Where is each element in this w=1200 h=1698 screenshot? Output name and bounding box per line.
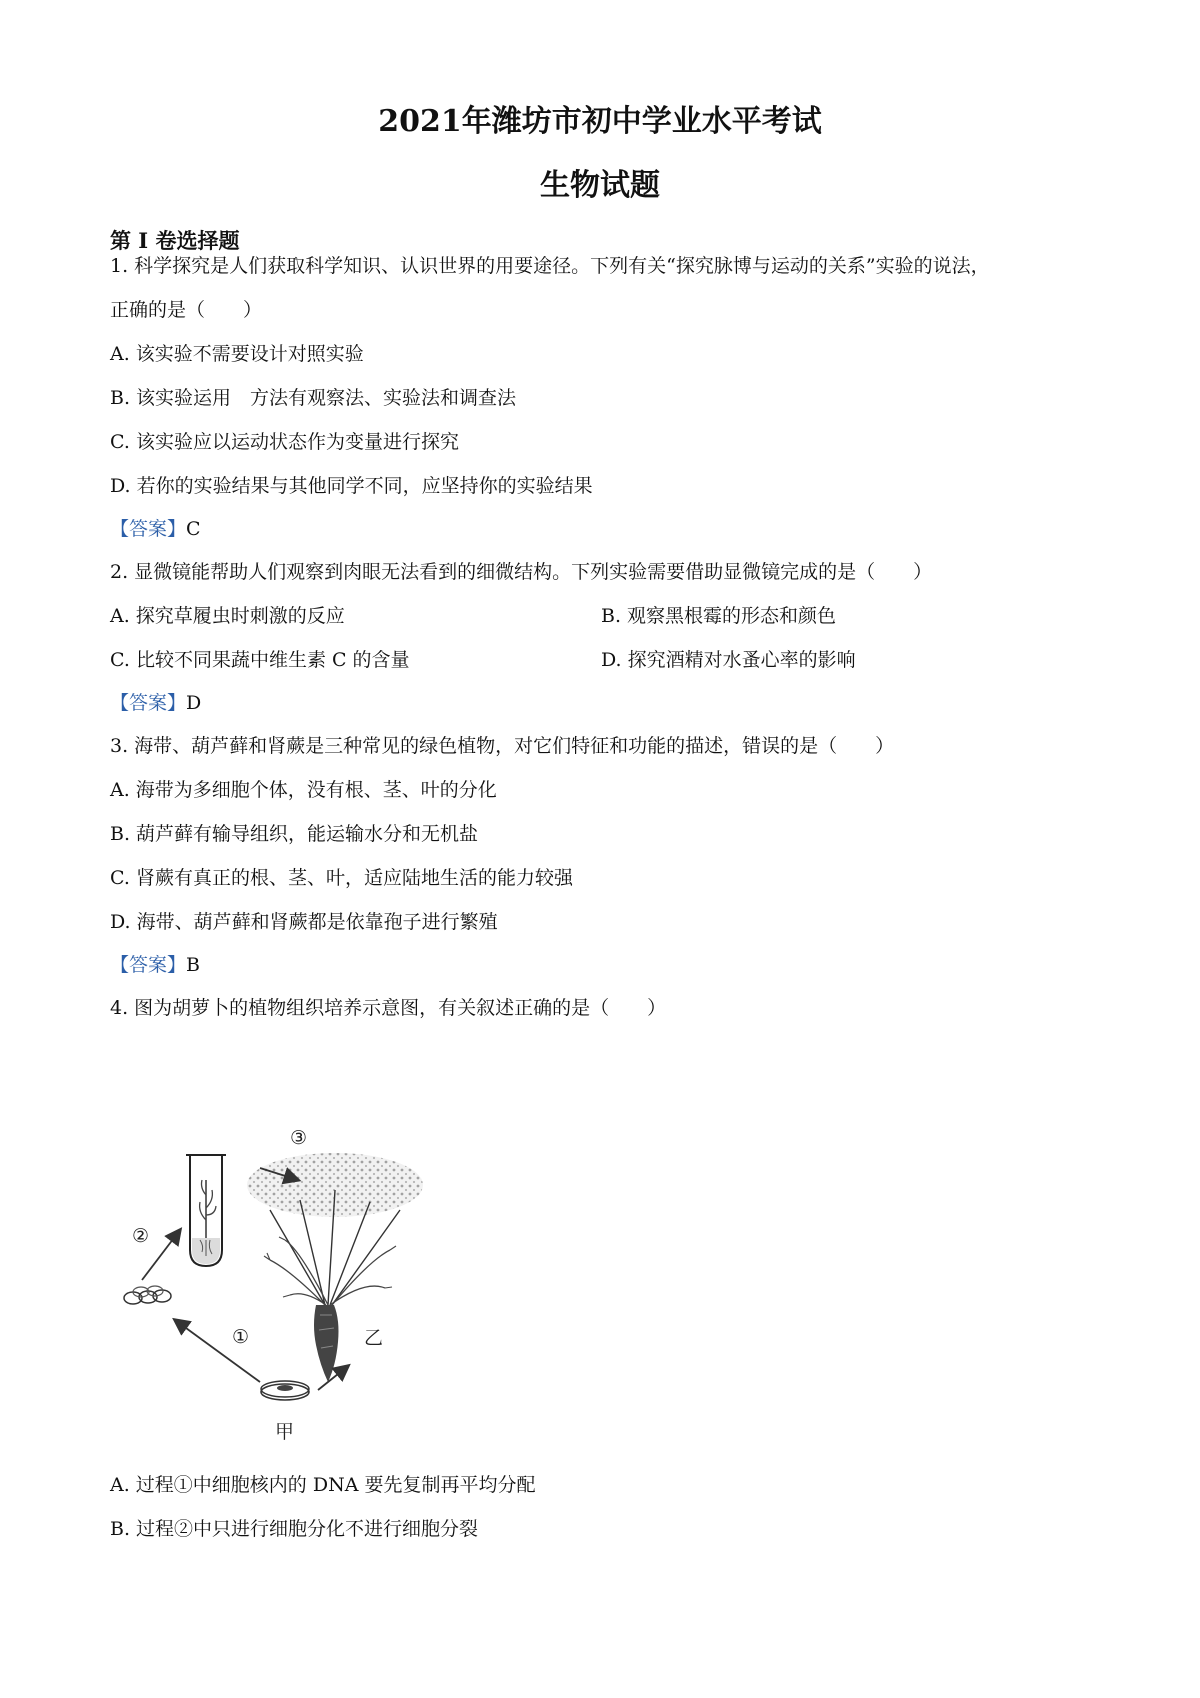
step3-label: ③ xyxy=(290,1127,308,1149)
q1-option-d: D. 若你的实验结果与其他同学不同，应坚持你的实验结果 xyxy=(110,475,593,497)
exam-subtitle: 生物试题 xyxy=(540,168,660,203)
answer-tag: 【答案】 xyxy=(110,518,187,540)
q2-option-c: C. 比较不同果蔬中维生素 C 的含量 xyxy=(110,649,410,671)
cell-cluster xyxy=(124,1286,171,1304)
q3-option-b: B. 葫芦藓有输导组织，能运输水分和无机盐 xyxy=(110,823,479,845)
answer-tag: 【答案】 xyxy=(110,954,187,976)
exam-title: 2021年潍坊市初中学业水平考试 xyxy=(378,104,822,139)
q3-option-c: C. 肾蕨有真正的根、茎、叶，适应陆地生活的能力较强 xyxy=(110,867,573,889)
jia-label: 甲 xyxy=(275,1421,295,1443)
q1-option-a: A. 该实验不需要设计对照实验 xyxy=(110,343,364,365)
answer-tag: 【答案】 xyxy=(110,692,187,714)
q3-option-d: D. 海带、葫芦藓和肾蕨都是依靠孢子进行繁殖 xyxy=(110,911,498,933)
step2-label: ② xyxy=(132,1225,150,1247)
section-heading: 第 I 卷选择题 xyxy=(110,228,240,253)
q2-answer xyxy=(110,688,201,718)
petri-dish xyxy=(261,1381,309,1400)
carrot-tissue-culture-figure xyxy=(120,1120,480,1454)
q2-stem: 2. 显微镜能帮助人们观察到肉眼无法看到的细微结构。下列实验需要借助显微镜完成的是（ ） xyxy=(110,561,933,583)
q4-option-a: A. 过程①中细胞核内的 DNA 要先复制再平均分配 xyxy=(110,1474,536,1496)
test-tube xyxy=(186,1155,226,1266)
q1-stem-line1: 1. 科学探究是人们获取科学知识、认识世界的用要途径。下列有关“探究脉博与运动的关系”实验的说法， xyxy=(110,255,990,277)
q1-answer-value: C xyxy=(186,518,201,540)
tissue-culture-diagram xyxy=(120,1120,480,1454)
q4-stem: 4. 图为胡萝卜的植物组织培养示意图，有关叙述正确的是（ ） xyxy=(110,997,667,1019)
yi-label: 乙 xyxy=(364,1327,384,1349)
q3-answer-value: B xyxy=(186,954,200,976)
q2-answer-value: D xyxy=(186,692,202,714)
q1-option-b: B. 该实验运用 方法有观察法、实验法和调查法 xyxy=(110,387,517,409)
q1-answer xyxy=(110,514,201,544)
q3-answer xyxy=(110,950,200,980)
carrot-plant xyxy=(247,1153,423,1382)
q4-option-b: B. 过程②中只进行细胞分化不进行细胞分裂 xyxy=(110,1518,479,1540)
q2-option-a: A. 探究草履虫时刺激的反应 xyxy=(110,605,345,627)
q3-option-a: A. 海带为多细胞个体，没有根、茎、叶的分化 xyxy=(110,779,497,801)
q3-stem: 3. 海带、葫芦藓和肾蕨是三种常见的绿色植物，对它们特征和功能的描述，错误的是（ ） xyxy=(110,735,895,757)
step1-label: ① xyxy=(232,1326,250,1348)
q1-option-c: C. 该实验应以运动状态作为变量进行探究 xyxy=(110,431,459,453)
q2-option-b: B. 观察黑根霉的形态和颜色 xyxy=(601,605,837,627)
q2-option-d: D. 探究酒精对水蚤心率的影响 xyxy=(601,649,856,671)
q1-stem-line2: 正确的是（ ） xyxy=(110,299,263,321)
